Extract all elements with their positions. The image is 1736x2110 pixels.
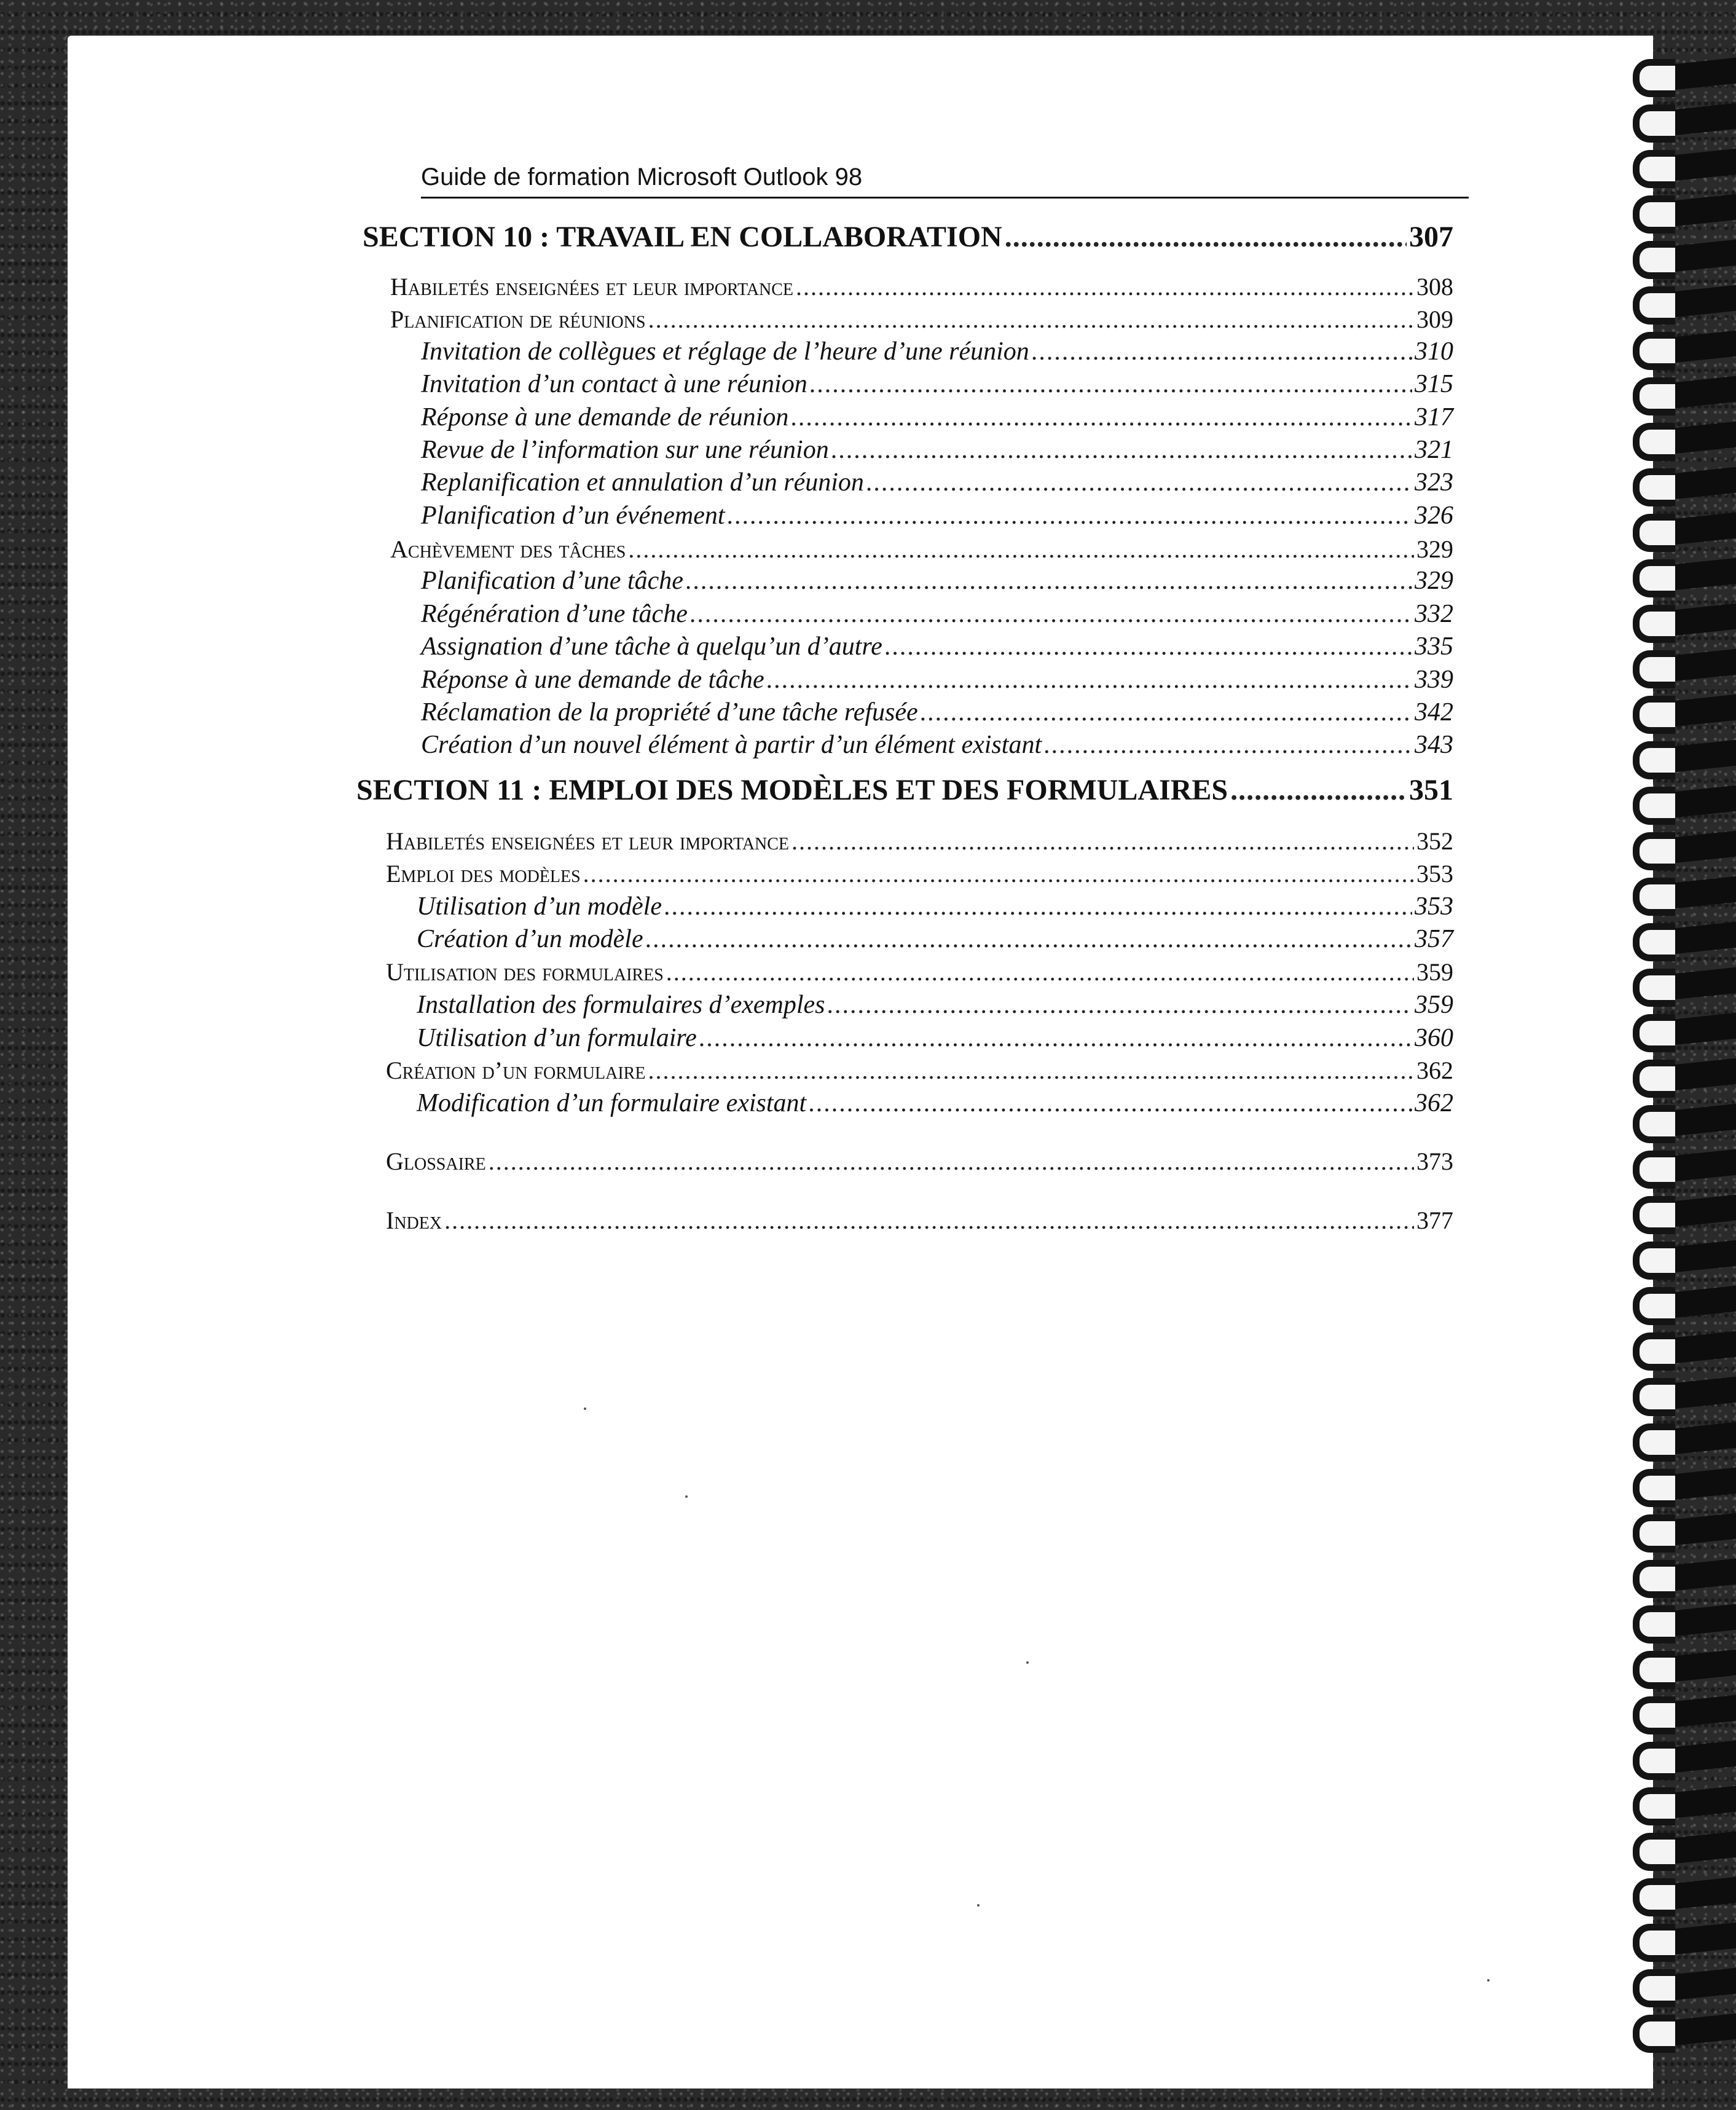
coil-hook — [1633, 1196, 1675, 1234]
coil-hook — [1633, 1696, 1675, 1734]
binding-coil — [1619, 692, 1736, 728]
toc-entry[interactable] — [390, 535, 1453, 564]
toc-entry-page: 362 — [1415, 1089, 1453, 1117]
binding-coil — [1619, 1920, 1736, 1956]
binding-coil — [1619, 1556, 1736, 1592]
coil-hook — [1633, 1924, 1675, 1962]
coil-hook — [1633, 59, 1675, 97]
toc-entry[interactable] — [421, 632, 1453, 661]
binding-coil — [1619, 829, 1736, 864]
toc-entry-label: Achèvement des tâches — [390, 535, 626, 563]
dot-leader — [646, 924, 1412, 954]
toc-entry[interactable] — [386, 1056, 1453, 1085]
toc-entry-label: Utilisation des formulaires — [386, 958, 664, 986]
scan-speck — [584, 1407, 586, 1410]
dot-leader — [664, 892, 1412, 921]
toc-entry[interactable] — [417, 1023, 1453, 1053]
toc-entry-page: 321 — [1415, 436, 1453, 464]
toc-entry[interactable] — [421, 403, 1453, 432]
toc-entry-page: 310 — [1415, 337, 1453, 366]
dot-leader — [686, 566, 1412, 596]
binding-coil — [1619, 465, 1736, 500]
binding-coil — [1619, 874, 1736, 910]
toc-entry[interactable] — [421, 435, 1453, 465]
coil-hook — [1633, 1151, 1675, 1189]
binding-coil — [1619, 783, 1736, 819]
binding-coil — [1619, 283, 1736, 318]
toc-entry-page: 339 — [1415, 666, 1453, 694]
toc-entry-page: 362 — [1416, 1057, 1453, 1084]
coil-hook — [1633, 1787, 1675, 1825]
toc-entry-label: Création d’un modèle — [417, 925, 643, 953]
binding-coil — [1619, 1966, 1736, 2001]
toc-entry-label: SECTION 10 : TRAVAIL EN COLLABORATION — [363, 221, 1002, 253]
toc-entry-section-10[interactable] — [363, 220, 1453, 254]
coil-hook — [1633, 1969, 1675, 2007]
coil-hook — [1633, 878, 1675, 916]
toc-entry-label: Planification d’une tâche — [421, 567, 683, 595]
binding-coil — [1619, 146, 1736, 182]
dot-leader — [648, 305, 1414, 334]
toc-entry-index[interactable] — [386, 1206, 1453, 1235]
toc-entry-label: Habiletés enseignées et leur importance — [390, 273, 794, 301]
binding-coil — [1619, 374, 1736, 409]
toc-entry-page: 323 — [1415, 468, 1453, 497]
toc-entry-page: 359 — [1416, 958, 1453, 986]
dot-leader — [809, 1088, 1412, 1118]
toc-entry[interactable] — [421, 599, 1453, 629]
binding-coil — [1619, 1465, 1736, 1501]
document-page — [68, 36, 1653, 2088]
dot-leader — [791, 827, 1414, 856]
binding-coil — [1619, 1374, 1736, 1410]
toc-entry-page: 326 — [1415, 502, 1453, 530]
dot-leader — [690, 599, 1412, 629]
coil-hook — [1633, 1469, 1675, 1507]
coil-hook — [1633, 514, 1675, 552]
scan-speck — [1026, 1661, 1029, 1664]
dot-leader — [583, 859, 1414, 888]
toc-entry-page: 353 — [1416, 860, 1453, 888]
toc-entry[interactable] — [390, 305, 1453, 334]
coil-hook — [1633, 741, 1675, 779]
dot-leader — [666, 958, 1414, 986]
toc-entry[interactable] — [417, 924, 1453, 954]
toc-entry-page: 332 — [1415, 600, 1453, 628]
dot-leader — [628, 535, 1414, 564]
coil-hook — [1633, 1423, 1675, 1462]
toc-entry-label: Index — [386, 1207, 442, 1234]
toc-entry-page: 315 — [1415, 370, 1453, 398]
coil-hook — [1633, 696, 1675, 734]
toc-entry-page: 359 — [1415, 991, 1453, 1019]
toc-entry[interactable] — [390, 272, 1453, 301]
dot-leader — [648, 1056, 1414, 1085]
spiral-binding — [1619, 55, 1736, 2084]
scan-speck — [977, 1904, 980, 1907]
toc-entry[interactable] — [417, 990, 1453, 1020]
binding-coil — [1619, 601, 1736, 637]
dot-leader — [1032, 337, 1412, 366]
dot-leader — [728, 501, 1412, 530]
toc-entry-page: 357 — [1415, 925, 1453, 953]
binding-coil — [1619, 510, 1736, 546]
binding-coil — [1619, 1693, 1736, 1728]
toc-entry-page: 352 — [1416, 827, 1453, 855]
coil-hook — [1633, 377, 1675, 415]
coil-hook — [1633, 195, 1675, 234]
toc-entry-page: 335 — [1415, 632, 1453, 661]
toc-entry[interactable] — [421, 369, 1453, 399]
coil-hook — [1633, 1378, 1675, 1416]
coil-hook — [1633, 2015, 1675, 2053]
coil-hook — [1633, 832, 1675, 870]
coil-hook — [1633, 1014, 1675, 1052]
coil-hook — [1633, 1742, 1675, 1780]
binding-coil — [1619, 1420, 1736, 1455]
dot-leader — [444, 1206, 1414, 1235]
binding-coil — [1619, 1283, 1736, 1319]
binding-coil — [1619, 1829, 1736, 1865]
toc-entry-page: 329 — [1415, 567, 1453, 595]
coil-hook — [1633, 1605, 1675, 1644]
dot-leader — [810, 369, 1412, 399]
toc-entry-page: 317 — [1415, 403, 1453, 431]
toc-entry-label: Installation des formulaires d’exemples — [417, 991, 825, 1019]
toc-entry-page: 329 — [1416, 535, 1453, 563]
binding-coil — [1619, 1010, 1736, 1046]
toc-entry[interactable] — [417, 1088, 1453, 1118]
toc-entry-label: Planification d’un événement — [421, 502, 725, 530]
binding-coil — [1619, 55, 1736, 91]
toc-entry-page: 343 — [1415, 731, 1453, 759]
binding-coil — [1619, 1238, 1736, 1273]
coil-hook — [1633, 150, 1675, 188]
coil-hook — [1633, 969, 1675, 1007]
binding-coil — [1619, 2011, 1736, 2047]
table-of-contents — [68, 36, 1653, 2088]
dot-leader — [1044, 730, 1412, 760]
coil-hook — [1633, 1560, 1675, 1598]
toc-entry[interactable] — [386, 827, 1453, 856]
toc-entry-page: 360 — [1415, 1024, 1453, 1052]
coil-hook — [1633, 559, 1675, 597]
toc-entry-label: Habiletés enseignées et leur importance — [386, 827, 790, 855]
toc-entry-label: Revue de l’information sur une réunion — [421, 436, 829, 464]
toc-entry-label: Replanification et annulation d’un réunion — [421, 468, 864, 497]
toc-entry-label: Emploi des modèles — [386, 860, 581, 888]
scan-speck — [685, 1495, 688, 1498]
page-header: Guide de formation Microsoft Outlook 98 — [421, 159, 1469, 199]
toc-entry-label: Réponse à une demande de réunion — [421, 403, 789, 431]
coil-hook — [1633, 286, 1675, 325]
toc-entry-page: 373 — [1416, 1148, 1453, 1175]
coil-hook — [1633, 1333, 1675, 1371]
binding-coil — [1619, 647, 1736, 682]
dot-leader — [831, 435, 1412, 465]
binding-coil — [1619, 1101, 1736, 1137]
binding-coil — [1619, 1784, 1736, 1819]
coil-hook — [1633, 104, 1675, 143]
toc-entry-page: 351 — [1409, 774, 1453, 806]
toc-entry-section-11[interactable] — [356, 773, 1453, 807]
toc-entry-label: Glossaire — [386, 1148, 486, 1175]
toc-entry[interactable] — [421, 730, 1453, 760]
toc-entry[interactable] — [421, 665, 1453, 695]
dot-leader — [1005, 220, 1407, 254]
coil-hook — [1633, 1242, 1675, 1280]
binding-coil — [1619, 1147, 1736, 1183]
toc-entry-glossary[interactable] — [386, 1147, 1453, 1176]
coil-hook — [1633, 1287, 1675, 1325]
binding-coil — [1619, 1192, 1736, 1228]
binding-coil — [1619, 419, 1736, 455]
toc-entry-page: 342 — [1415, 698, 1453, 726]
toc-entry-page: 309 — [1416, 305, 1453, 333]
toc-entry-label: Planification de réunions — [390, 305, 646, 333]
toc-entry-label: Assignation d’une tâche à quelqu’un d’autre — [421, 632, 882, 661]
dot-leader — [767, 665, 1412, 695]
coil-hook — [1633, 1060, 1675, 1098]
coil-hook — [1633, 1833, 1675, 1871]
coil-hook — [1633, 468, 1675, 506]
toc-entry-label: Invitation d’un contact à une réunion — [421, 370, 807, 398]
toc-entry-label: SECTION 11 : EMPLOI DES MODÈLES ET DES FORMULAIRES — [356, 774, 1228, 806]
toc-entry-label: Création d’un nouvel élément à partir d’un élément existant — [421, 731, 1042, 759]
toc-entry[interactable] — [421, 468, 1453, 497]
coil-hook — [1633, 1514, 1675, 1553]
coil-hook — [1633, 423, 1675, 461]
coil-hook — [1633, 650, 1675, 688]
toc-entry-label: Invitation de collègues et réglage de l’heure d’une réunion — [421, 337, 1029, 366]
toc-entry-page: 308 — [1416, 273, 1453, 301]
toc-entry-page: 353 — [1415, 892, 1453, 921]
dot-leader — [699, 1023, 1412, 1053]
coil-hook — [1633, 1878, 1675, 1916]
toc-entry-label: Réponse à une demande de tâche — [421, 666, 764, 694]
toc-entry[interactable] — [421, 566, 1453, 596]
binding-coil — [1619, 556, 1736, 591]
dot-leader — [1230, 773, 1407, 807]
toc-entry[interactable] — [421, 501, 1453, 530]
dot-leader — [866, 468, 1412, 497]
dot-leader — [921, 698, 1412, 727]
toc-entry-label: Utilisation d’un formulaire — [417, 1024, 697, 1052]
coil-hook — [1633, 605, 1675, 643]
toc-entry-label: Modification d’un formulaire existant — [417, 1089, 807, 1117]
toc-entry-label: Régénération d’une tâche — [421, 600, 688, 628]
binding-coil — [1619, 1647, 1736, 1683]
binding-coil — [1619, 1738, 1736, 1774]
binding-coil — [1619, 192, 1736, 227]
coil-hook — [1633, 923, 1675, 961]
dot-leader — [885, 632, 1412, 661]
toc-entry-page: 307 — [1409, 221, 1453, 253]
toc-entry[interactable] — [386, 859, 1453, 888]
binding-coil — [1619, 919, 1736, 955]
toc-entry-label: Création d’un formulaire — [386, 1057, 646, 1084]
binding-coil — [1619, 237, 1736, 273]
coil-hook — [1633, 1105, 1675, 1143]
coil-hook — [1633, 332, 1675, 370]
coil-hook — [1633, 1651, 1675, 1689]
coil-hook — [1633, 787, 1675, 825]
scan-speck — [1487, 1979, 1490, 1982]
binding-coil — [1619, 965, 1736, 1001]
dot-leader — [489, 1147, 1414, 1176]
dot-leader — [828, 990, 1412, 1020]
binding-coil — [1619, 328, 1736, 364]
binding-coil — [1619, 1602, 1736, 1637]
toc-entry[interactable] — [421, 337, 1453, 366]
dot-leader — [791, 403, 1412, 432]
binding-coil — [1619, 1056, 1736, 1092]
toc-entry-label: Utilisation d’un modèle — [417, 892, 662, 921]
coil-hook — [1633, 241, 1675, 279]
binding-coil — [1619, 1329, 1736, 1364]
toc-entry-page: 377 — [1416, 1207, 1453, 1234]
binding-coil — [1619, 101, 1736, 136]
toc-entry[interactable] — [386, 958, 1453, 986]
toc-entry-label: Réclamation de la propriété d’une tâche refusée — [421, 698, 918, 726]
toc-entry[interactable] — [421, 698, 1453, 727]
dot-leader — [796, 272, 1414, 301]
binding-coil — [1619, 1875, 1736, 1910]
toc-entry[interactable] — [417, 892, 1453, 921]
binding-coil — [1619, 1511, 1736, 1546]
binding-coil — [1619, 738, 1736, 773]
